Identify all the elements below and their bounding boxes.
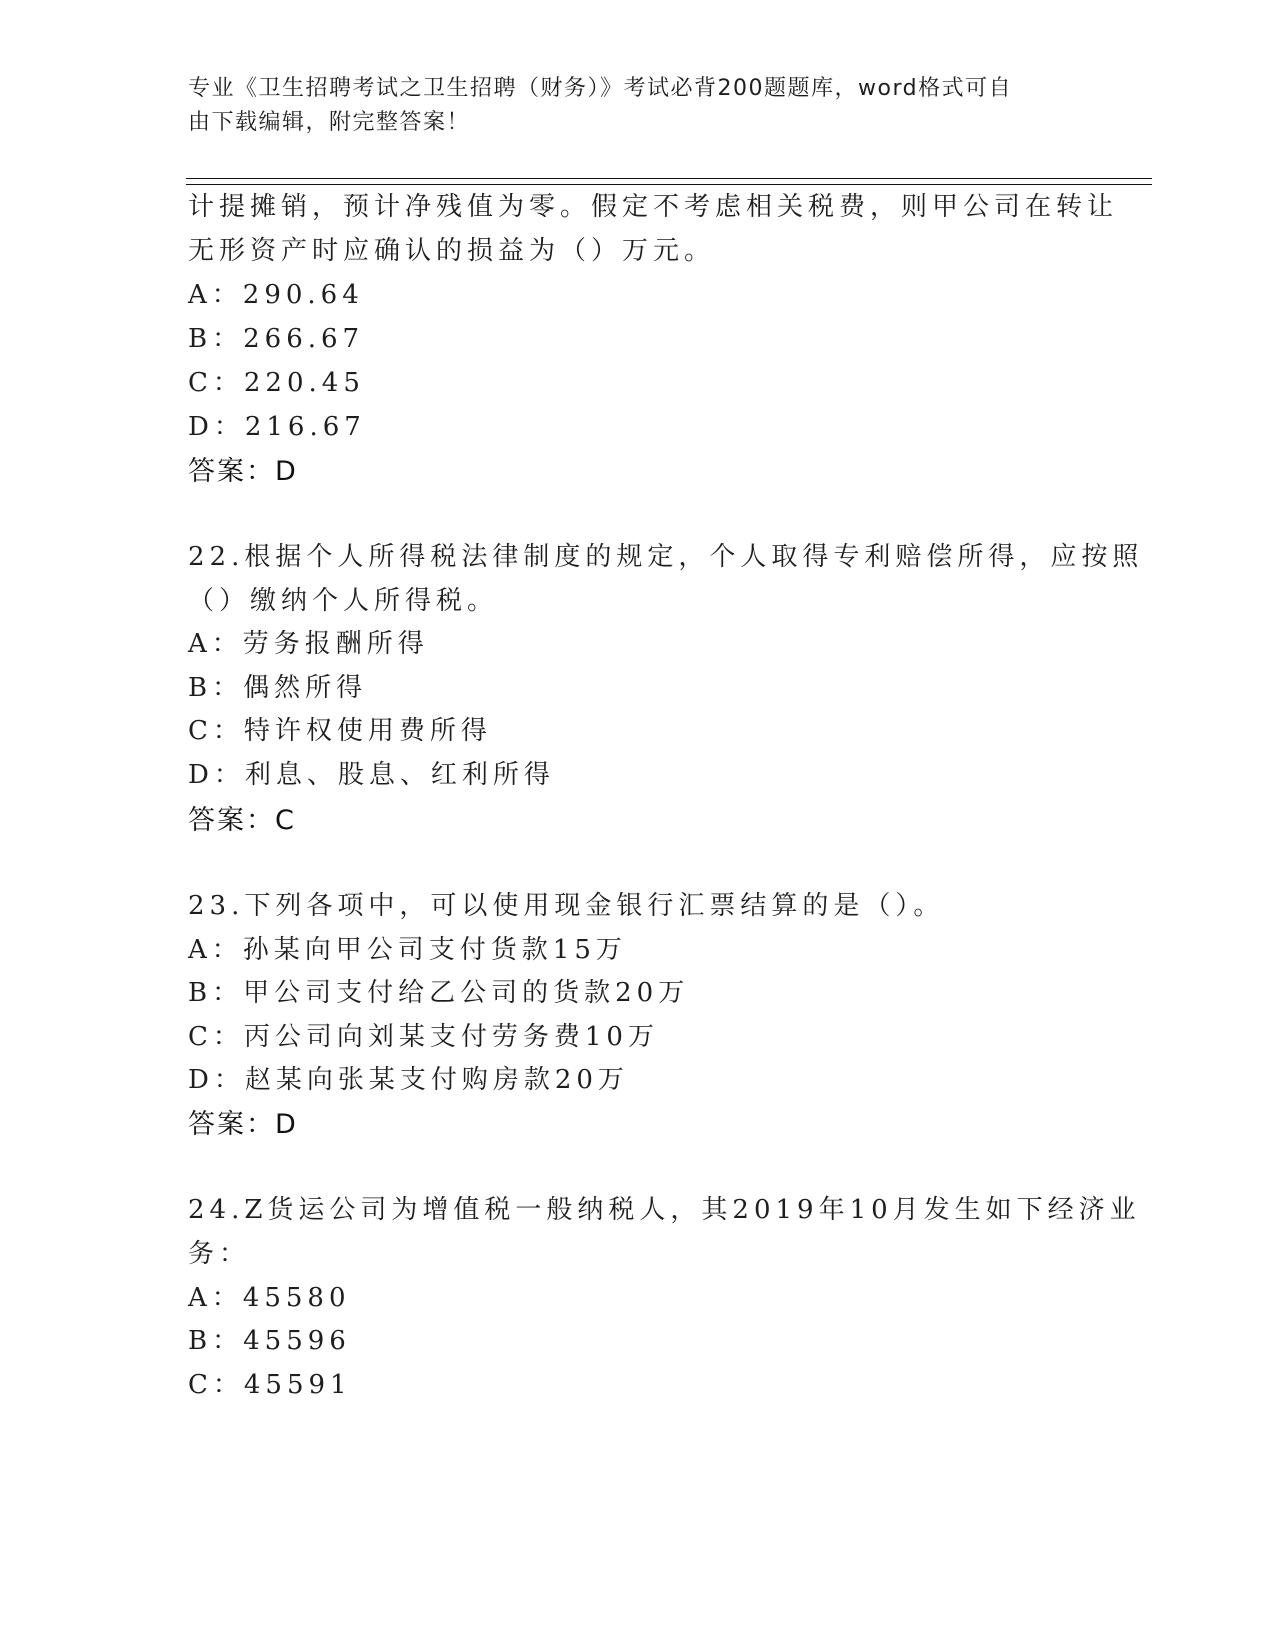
option-a: A：45580: [188, 1283, 351, 1313]
header-line-1: 专业《卫生招聘考试之卫生招聘（财务）》考试必背200题题库，word格式可自: [188, 76, 1013, 101]
option-d: D：利息、股息、红利所得: [188, 760, 555, 790]
option-b: B：266.67: [188, 324, 365, 354]
question-23-text: 23.下列各项中，可以使用现金银行汇票结算的是（）。: [188, 891, 945, 921]
option-a: A：劳务报酬所得: [188, 629, 429, 659]
option-b: B：偶然所得: [188, 673, 368, 703]
question-22-text-cont: （）缴纳个人所得税。: [188, 586, 499, 616]
option-d: D：216.67: [188, 412, 366, 442]
question-24-text: 24.Z货运公司为增值税一般纳税人，其2019年10月发生如下经济业: [188, 1195, 1141, 1225]
header-divider-top: [186, 178, 1152, 179]
answer-label: 答案：D: [188, 456, 298, 487]
question-24-text-cont: 务：: [188, 1239, 251, 1269]
header-divider-bottom: [186, 184, 1152, 185]
header-line-2: 由下载编辑，附完整答案！: [188, 110, 471, 135]
answer-label: 答案：C: [188, 805, 296, 836]
document-header: [188, 72, 1068, 140]
question-text-line: 计提摊销，预计净残值为零。假定不考虑相关税费，则甲公司在转让: [188, 192, 1119, 222]
option-b: B：45596: [188, 1326, 351, 1356]
question-22-text: 22.根据个人所得税法律制度的规定，个人取得专利赔偿所得，应按照: [188, 542, 1144, 572]
option-a: A：290.64: [188, 280, 364, 310]
answer-label: 答案：D: [188, 1109, 298, 1140]
option-c: C：220.45: [188, 368, 365, 398]
option-a: A：孙某向甲公司支付货款15万: [188, 935, 627, 965]
option-b: B：甲公司支付给乙公司的货款20万: [188, 978, 690, 1008]
option-c: C：丙公司向刘某支付劳务费10万: [188, 1022, 659, 1052]
option-c: C：特许权使用费所得: [188, 716, 492, 746]
option-d: D：赵某向张某支付购房款20万: [188, 1065, 629, 1095]
question-text-line: 无形资产时应确认的损益为（）万元。: [188, 236, 716, 266]
option-c: C：45591: [188, 1370, 352, 1400]
